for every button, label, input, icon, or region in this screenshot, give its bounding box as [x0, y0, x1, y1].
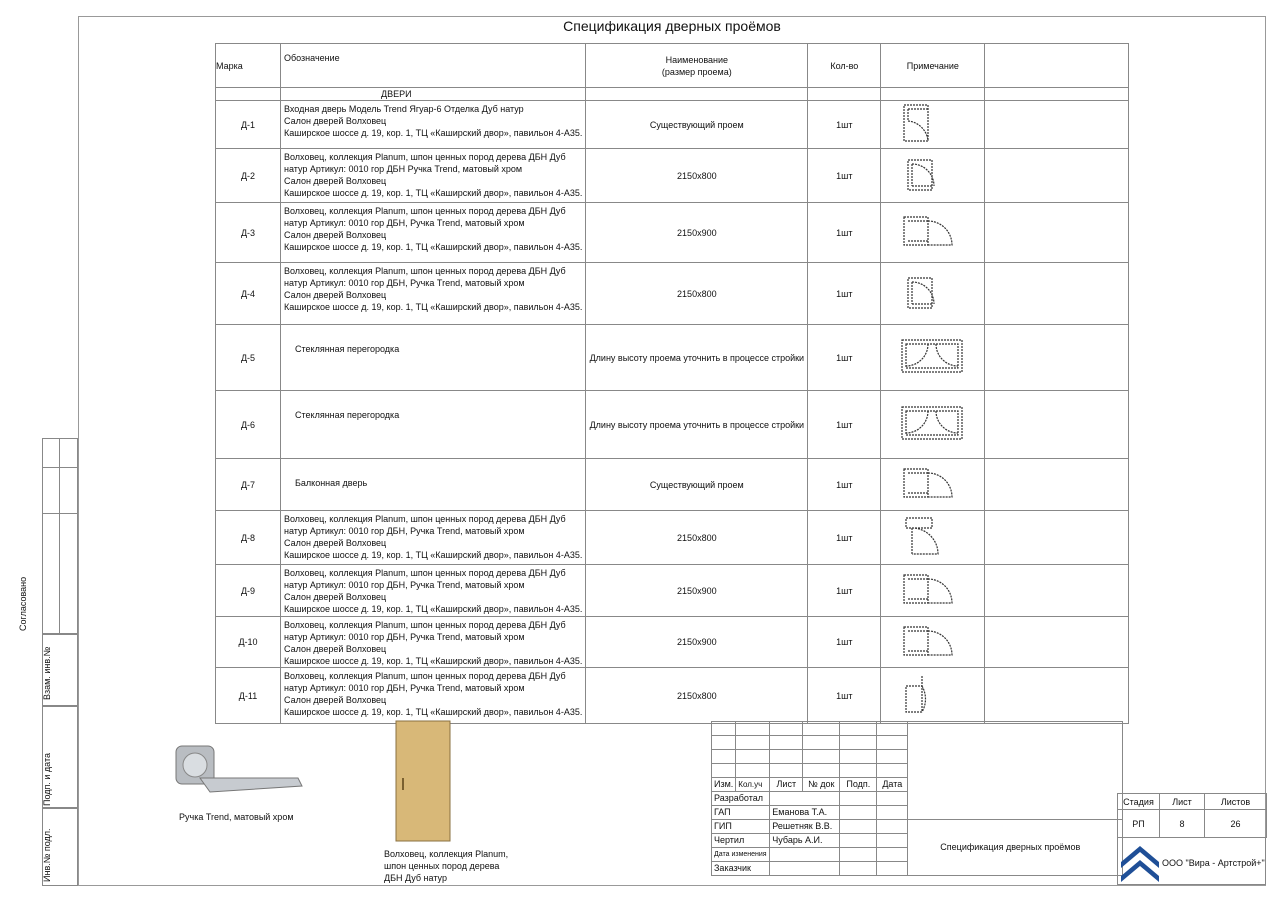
row-designation: Волховец, коллекция Planum, шпон ценных пород дерева ДБН Дуб натур Артикул: 0010 гор ДБН, Ручка Trend, матовый хром Салон дверей Волховец Каширское шоссе д. 19, кор. 1, ТЦ «Каширский двор», павильон 4-А35.: [281, 617, 586, 668]
row-qty: 1шт: [808, 325, 881, 391]
stamp-razrab: Разработал: [712, 792, 770, 806]
stamp-gip-name: Решетняк В.В.: [770, 820, 840, 834]
row-symbol: [881, 565, 985, 617]
row-symbol: [881, 263, 985, 325]
handle-caption: Ручка Trend, матовый хром: [179, 812, 294, 822]
row-size: Существующий проем: [586, 101, 808, 149]
stamp-ndok: № док: [803, 778, 840, 792]
row-qty: 1шт: [808, 511, 881, 565]
row-size: 2150x800: [586, 511, 808, 565]
vzam-label: Взам. инв.№: [42, 646, 52, 700]
section-row: [216, 88, 1129, 101]
row-symbol: [881, 668, 985, 724]
row-size: 2150x900: [586, 617, 808, 668]
row-qty: 1шт: [808, 391, 881, 459]
door-symbol-icon: [898, 401, 968, 445]
left-stamp: [18, 438, 78, 886]
row-mark: Д-8: [216, 511, 281, 565]
door-symbol-icon: [898, 334, 968, 378]
row-mark: Д-9: [216, 565, 281, 617]
row-mark: Д-10: [216, 617, 281, 668]
row-designation: Волховец, коллекция Planum, шпон ценных пород дерева ДБН Дуб натур Артикул: 0010 гор ДБН, Ручка Trend, матовый хром Салон дверей Волховец Каширское шоссе д. 19, кор. 1, ТЦ «Каширский двор», павильон 4-А35.: [281, 511, 586, 565]
row-size: 2150x800: [586, 149, 808, 203]
table-row: [216, 459, 1129, 511]
row-symbol: [881, 617, 985, 668]
stamp-gip: ГИП: [712, 820, 770, 834]
row-symbol: [881, 101, 985, 149]
row-size: 2150x900: [586, 565, 808, 617]
table-row: [216, 149, 1129, 203]
door-symbol-icon: [898, 461, 968, 505]
row-mark: Д-2: [216, 149, 281, 203]
door-symbol-icon: [898, 514, 968, 558]
row-size: 2150x900: [586, 203, 808, 263]
row-symbol: [881, 325, 985, 391]
header-name: Наименование (размер проема): [586, 44, 808, 88]
stadia-value: РП: [1118, 810, 1160, 838]
row-symbol: [881, 511, 985, 565]
door-symbol-icon: [898, 672, 968, 716]
row-symbol: [881, 203, 985, 263]
row-mark: Д-6: [216, 391, 281, 459]
table-row: [216, 511, 1129, 565]
inv-label: Инв.№ подл.: [42, 828, 52, 882]
stadia-label: Стадия: [1118, 794, 1160, 810]
stamp-gap: ГАП: [712, 806, 770, 820]
door-caption: Волховец, коллекция Planum, шпон ценных пород дерева ДБН Дуб натур: [384, 849, 509, 883]
table-row: [216, 617, 1129, 668]
row-mark: Д-7: [216, 459, 281, 511]
table-row: [216, 263, 1129, 325]
header-mark: Марка: [216, 44, 281, 88]
row-symbol: [881, 391, 985, 459]
stamp-date-change: Дата изменения: [712, 848, 770, 862]
row-qty: 1шт: [808, 263, 881, 325]
page-title: Спецификация дверных проёмов: [563, 18, 781, 34]
row-qty: 1шт: [808, 203, 881, 263]
row-symbol: [881, 149, 985, 203]
sheet-info: [1117, 793, 1267, 838]
row-qty: 1шт: [808, 149, 881, 203]
stamp-kol: Кол.уч: [736, 778, 770, 792]
table-row: [216, 325, 1129, 391]
list-label: Лист: [1160, 794, 1205, 810]
door-symbol-icon: [898, 152, 968, 196]
row-qty: 1шт: [808, 617, 881, 668]
row-size: Длину высоту проема уточнить в процессе стройки: [586, 391, 808, 459]
company-name: ООО "Вира - Артстрой+": [1162, 858, 1265, 868]
stamp-date: Дата: [877, 778, 908, 792]
row-designation: Волховец, коллекция Planum, шпон ценных пород дерева ДБН Дуб натур Артикул: 0010 гор ДБН, Ручка Trend, матовый хром Салон дверей Волховец Каширское шоссе д. 19, кор. 1, ТЦ «Каширский двор», павильон 4-А35.: [281, 668, 586, 724]
row-designation: Входная дверь Модель Trend Ягуар-6 Отделка Дуб натур Салон дверей Волховец Каширское шоссе д. 19, кор. 1, ТЦ «Каширский двор», павильон 4-А35.: [281, 101, 586, 149]
row-mark: Д-3: [216, 203, 281, 263]
table-row: [216, 101, 1129, 149]
row-designation: Волховец, коллекция Planum, шпон ценных пород дерева ДБН Дуб натур Артикул: 0010 гор ДБН, Ручка Trend, матовый хром Салон дверей Волховец Каширское шоссе д. 19, кор. 1, ТЦ «Каширский двор», павильон 4-А35.: [281, 565, 586, 617]
stamp-list: Лист: [770, 778, 803, 792]
row-qty: 1шт: [808, 668, 881, 724]
row-qty: 1шт: [808, 459, 881, 511]
door-symbol-icon: [898, 101, 968, 145]
row-symbol: [881, 459, 985, 511]
row-mark: Д-5: [216, 325, 281, 391]
door-symbol-icon: [898, 209, 968, 253]
stamp-zakazchik: Заказчик: [712, 862, 770, 876]
table-row: [216, 391, 1129, 459]
row-designation: Балконная дверь: [281, 459, 586, 511]
stamp-izm: Изм.: [712, 778, 736, 792]
table-row: [216, 565, 1129, 617]
listov-label: Листов: [1205, 794, 1267, 810]
row-size: Существующий проем: [586, 459, 808, 511]
row-designation: Волховец, коллекция Planum, шпон ценных пород дерева ДБН Дуб натур Артикул: 0010 гор ДБН Ручка Trend, матовый хром Салон дверей Волховец Каширское шоссе д. 19, кор. 1, ТЦ «Каширский двор», павильон 4-А35.: [281, 149, 586, 203]
row-mark: Д-11: [216, 668, 281, 724]
table-row: [216, 668, 1129, 724]
header-designation: Обозначение: [281, 44, 586, 88]
row-designation: Волховец, коллекция Planum, шпон ценных пород дерева ДБН Дуб натур Артикул: 0010 гор ДБН, Ручка Trend, матовый хром Салон дверей Волховец Каширское шоссе д. 19, кор. 1, ТЦ «Каширский двор», павильон 4-А35.: [281, 263, 586, 325]
title-block: [711, 721, 1123, 876]
row-size: 2150x800: [586, 263, 808, 325]
row-size: 2150x800: [586, 668, 808, 724]
row-mark: Д-1: [216, 101, 281, 149]
row-size: Длину высоту проема уточнить в процессе стройки: [586, 325, 808, 391]
listov-value: 26: [1205, 810, 1267, 838]
door-leaf-image: [395, 720, 451, 842]
door-handle-image: [170, 742, 310, 802]
stamp-sheet-title: Спецификация дверных проёмов: [908, 820, 1123, 876]
section-label: ДВЕРИ: [281, 88, 586, 101]
door-symbol-icon: [898, 619, 968, 663]
door-symbol-icon: [898, 567, 968, 611]
stamp-chertil-name: Чубарь А.И.: [770, 834, 840, 848]
stamp-gap-name: Еманова Т.А.: [770, 806, 840, 820]
spec-table: [215, 43, 1129, 724]
row-designation: Волховец, коллекция Planum, шпон ценных пород дерева ДБН Дуб натур Артикул: 0010 гор ДБН, Ручка Trend, матовый хром Салон дверей Волховец Каширское шоссе д. 19, кор. 1, ТЦ «Каширский двор», павильон 4-А35.: [281, 203, 586, 263]
podp-label: Подп. и дата: [42, 752, 52, 806]
row-qty: 1шт: [808, 565, 881, 617]
header-row: [216, 44, 1129, 88]
row-mark: Д-4: [216, 263, 281, 325]
header-note: Примечание: [881, 44, 985, 88]
stamp-chertil: Чертил: [712, 834, 770, 848]
header-qty: Кол-во: [808, 44, 881, 88]
door-symbol-icon: [898, 270, 968, 314]
company-cell: [1117, 837, 1266, 885]
row-designation: Стеклянная перегородка: [281, 325, 586, 391]
company-logo: [1119, 840, 1161, 884]
table-row: [216, 203, 1129, 263]
agreed-label: Согласовано: [18, 576, 28, 631]
stamp-podp: Подп.: [840, 778, 877, 792]
row-qty: 1шт: [808, 101, 881, 149]
row-designation: Стеклянная перегородка: [281, 391, 586, 459]
list-value: 8: [1160, 810, 1205, 838]
